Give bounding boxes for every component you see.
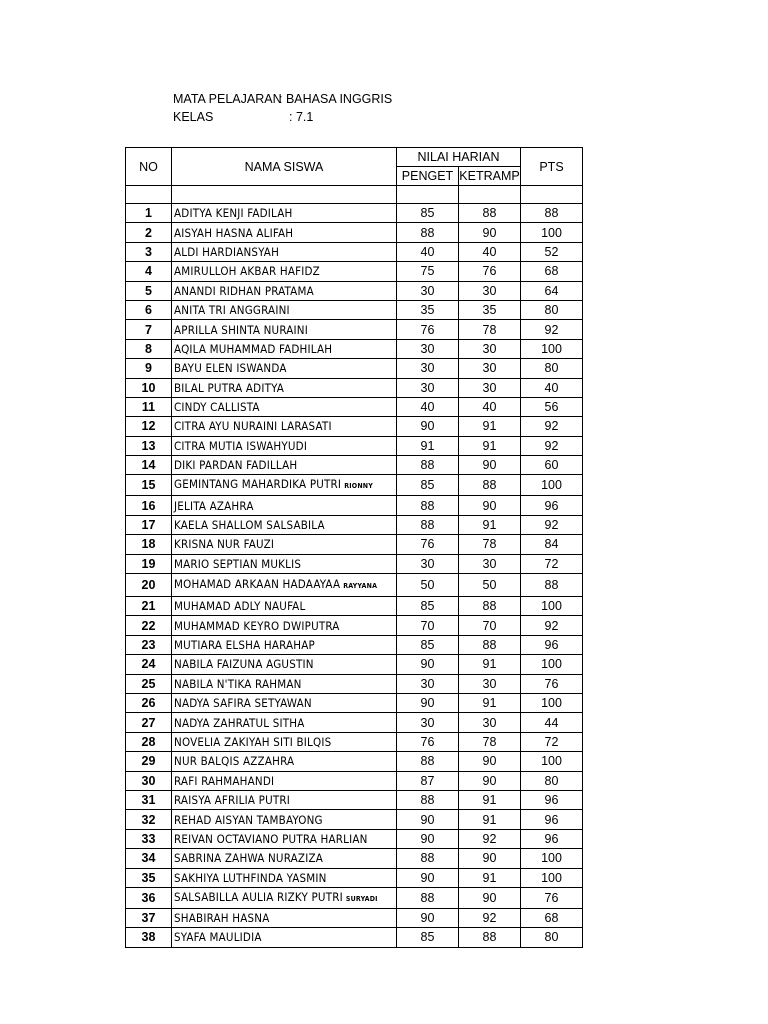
- student-name-cell: [172, 262, 397, 281]
- row-number: 34: [126, 849, 172, 868]
- penget-score: 90: [397, 868, 459, 887]
- pts-score: 100: [521, 655, 583, 674]
- penget-score: 88: [397, 515, 459, 534]
- row-number: 31: [126, 790, 172, 809]
- ketramp-score: 91: [459, 790, 521, 809]
- ketramp-score: 35: [459, 300, 521, 319]
- table-row: [126, 790, 583, 809]
- row-number: 38: [126, 928, 172, 947]
- student-name-cell: [172, 456, 397, 475]
- student-name-cell: [172, 908, 397, 927]
- penget-score: 30: [397, 674, 459, 693]
- student-name: NUR BALQIS AZZAHRA: [174, 754, 295, 769]
- penget-score: 88: [397, 223, 459, 242]
- student-name-cell: [172, 320, 397, 339]
- table-row: [126, 674, 583, 693]
- pts-score: 92: [521, 616, 583, 635]
- pts-score: 100: [521, 223, 583, 242]
- student-name: ANITA TRI ANGGRAINI: [174, 303, 290, 318]
- ketramp-score: 88: [459, 475, 521, 496]
- student-name: BILAL PUTRA ADITYA: [174, 380, 285, 395]
- table-row: [126, 535, 583, 554]
- pts-score: 68: [521, 262, 583, 281]
- table-row: [126, 655, 583, 674]
- student-name-cell: [172, 242, 397, 261]
- ketramp-score: 91: [459, 436, 521, 455]
- ketramp-score: 91: [459, 655, 521, 674]
- penget-score: 40: [397, 397, 459, 416]
- student-name-cell: [172, 359, 397, 378]
- table-row: [126, 868, 583, 887]
- student-name: NADYA ZAHRATUL SITHA: [174, 715, 305, 730]
- row-number: 3: [126, 242, 172, 261]
- student-name: KRISNA NUR FAUZI: [174, 537, 275, 552]
- row-number: 21: [126, 597, 172, 616]
- student-name: BAYU ELEN ISWANDA: [174, 361, 287, 376]
- class-value: : 7.1: [289, 110, 314, 124]
- row-number: 8: [126, 339, 172, 358]
- row-number: 35: [126, 868, 172, 887]
- penget-score: 91: [397, 436, 459, 455]
- column-header-pts: PTS: [521, 148, 583, 186]
- subject-value: : BAHASA INGGRIS: [279, 92, 393, 106]
- penget-score: 90: [397, 829, 459, 848]
- table-row: [126, 849, 583, 868]
- row-number: 14: [126, 456, 172, 475]
- penget-score: 76: [397, 535, 459, 554]
- student-name-suffix: RAYYANA: [343, 582, 378, 591]
- table-row: [126, 242, 583, 261]
- ketramp-score: 90: [459, 223, 521, 242]
- penget-score: 85: [397, 204, 459, 223]
- ketramp-score: 30: [459, 281, 521, 300]
- row-number: 30: [126, 771, 172, 790]
- penget-score: 76: [397, 320, 459, 339]
- table-row: [126, 732, 583, 751]
- row-number: 20: [126, 574, 172, 597]
- penget-score: 87: [397, 771, 459, 790]
- student-name-cell: [172, 849, 397, 868]
- student-name-suffix: RIONNY: [344, 482, 374, 491]
- class-line: [173, 110, 314, 124]
- penget-score: 90: [397, 417, 459, 436]
- student-name: CITRA MUTIA ISWAHYUDI: [174, 438, 308, 453]
- student-name: NABILA N'TIKA RAHMAN: [174, 676, 302, 691]
- pts-score: 80: [521, 771, 583, 790]
- penget-score: 30: [397, 378, 459, 397]
- row-number: 32: [126, 810, 172, 829]
- ketramp-score: 50: [459, 574, 521, 597]
- student-name-cell: [172, 417, 397, 436]
- pts-score: 100: [521, 475, 583, 496]
- pts-score: 72: [521, 554, 583, 573]
- ketramp-score: 88: [459, 635, 521, 654]
- student-name: REHAD AISYAN TAMBAYONG: [174, 812, 323, 827]
- student-name: SYAFA MAULIDIA: [174, 930, 262, 945]
- student-name: APRILLA SHINTA NURAINI: [174, 322, 308, 337]
- table-row: [126, 204, 583, 223]
- ketramp-score: 88: [459, 597, 521, 616]
- student-name: ADITYA KENJI FADILAH: [174, 206, 293, 221]
- student-name-cell: [172, 868, 397, 887]
- student-name-cell: [172, 281, 397, 300]
- column-header-ketramp: KETRAMP: [459, 167, 521, 186]
- row-number: 25: [126, 674, 172, 693]
- column-header-name: NAMA SISWA: [172, 148, 397, 186]
- row-number: 18: [126, 535, 172, 554]
- row-number: 12: [126, 417, 172, 436]
- row-number: 36: [126, 887, 172, 908]
- pts-score: 60: [521, 456, 583, 475]
- penget-score: 88: [397, 752, 459, 771]
- penget-score: 70: [397, 616, 459, 635]
- table-row: [126, 752, 583, 771]
- table-row: [126, 515, 583, 534]
- student-name-cell: [172, 655, 397, 674]
- student-name-cell: [172, 496, 397, 515]
- student-name-cell: [172, 771, 397, 790]
- student-name: SALSABILLA AULIA RIZKY PUTRI: [174, 889, 343, 904]
- table-row: [126, 397, 583, 416]
- pts-score: 76: [521, 887, 583, 908]
- student-name-suffix: SURYADI: [345, 894, 378, 903]
- ketramp-score: 90: [459, 496, 521, 515]
- pts-score: 80: [521, 928, 583, 947]
- pts-score: 100: [521, 339, 583, 358]
- student-name: MUHAMMAD KEYRO DWIPUTRA: [174, 618, 340, 633]
- pts-score: 44: [521, 713, 583, 732]
- table-row: [126, 281, 583, 300]
- student-name-cell: [172, 339, 397, 358]
- student-name-cell: [172, 674, 397, 693]
- ketramp-score: 78: [459, 320, 521, 339]
- student-name-cell: [172, 616, 397, 635]
- student-name: SHABIRAH HASNA: [174, 911, 270, 926]
- penget-score: 85: [397, 597, 459, 616]
- row-number: 17: [126, 515, 172, 534]
- ketramp-score: 90: [459, 456, 521, 475]
- penget-score: 40: [397, 242, 459, 261]
- grades-table: [125, 147, 583, 948]
- pts-score: 64: [521, 281, 583, 300]
- student-name-cell: [172, 378, 397, 397]
- table-row: [126, 597, 583, 616]
- ketramp-score: 90: [459, 849, 521, 868]
- student-name: AISYAH HASNA ALIFAH: [174, 225, 294, 240]
- table-row: [126, 496, 583, 515]
- subject-label: MATA PELAJARAN: [173, 92, 282, 106]
- row-number: 23: [126, 635, 172, 654]
- penget-score: 85: [397, 928, 459, 947]
- table-row: [126, 554, 583, 573]
- ketramp-score: 30: [459, 359, 521, 378]
- student-name: AMIRULLOH AKBAR HAFIDZ: [174, 264, 320, 279]
- penget-score: 88: [397, 790, 459, 809]
- student-name-cell: [172, 554, 397, 573]
- penget-score: 75: [397, 262, 459, 281]
- row-number: 9: [126, 359, 172, 378]
- table-row: [126, 693, 583, 712]
- table-row: [126, 223, 583, 242]
- class-label: KELAS: [173, 110, 214, 124]
- student-name-cell: [172, 693, 397, 712]
- pts-score: 96: [521, 790, 583, 809]
- pts-score: 52: [521, 242, 583, 261]
- pts-score: 68: [521, 908, 583, 927]
- pts-score: 100: [521, 849, 583, 868]
- row-number: 5: [126, 281, 172, 300]
- row-number: 29: [126, 752, 172, 771]
- ketramp-score: 78: [459, 535, 521, 554]
- row-number: 1: [126, 204, 172, 223]
- ketramp-score: 90: [459, 887, 521, 908]
- row-number: 22: [126, 616, 172, 635]
- student-name: SABRINA ZAHWA NURAZIZA: [174, 851, 324, 866]
- row-number: 7: [126, 320, 172, 339]
- ketramp-score: 30: [459, 713, 521, 732]
- row-number: 37: [126, 908, 172, 927]
- row-number: 13: [126, 436, 172, 455]
- student-name-cell: [172, 597, 397, 616]
- student-name: DIKI PARDAN FADILLAH: [174, 458, 298, 473]
- penget-score: 88: [397, 849, 459, 868]
- ketramp-score: 91: [459, 515, 521, 534]
- table-row: [126, 887, 583, 908]
- student-name: GEMINTANG MAHARDIKA PUTRI: [174, 477, 342, 492]
- ketramp-score: 70: [459, 616, 521, 635]
- penget-score: 30: [397, 339, 459, 358]
- ketramp-score: 91: [459, 868, 521, 887]
- pts-score: 88: [521, 204, 583, 223]
- student-name-cell: [172, 752, 397, 771]
- student-name-cell: [172, 790, 397, 809]
- pts-score: 80: [521, 359, 583, 378]
- penget-score: 30: [397, 281, 459, 300]
- ketramp-score: 30: [459, 554, 521, 573]
- student-name-cell: [172, 436, 397, 455]
- penget-score: 30: [397, 713, 459, 732]
- row-number: 11: [126, 397, 172, 416]
- pts-score: 40: [521, 378, 583, 397]
- table-row: [126, 810, 583, 829]
- penget-score: 88: [397, 887, 459, 908]
- table-row: [126, 378, 583, 397]
- row-number: 16: [126, 496, 172, 515]
- student-name-cell: [172, 887, 397, 908]
- student-name: MUTIARA ELSHA HARAHAP: [174, 638, 315, 652]
- ketramp-score: 90: [459, 771, 521, 790]
- ketramp-score: 90: [459, 752, 521, 771]
- table-row: [126, 359, 583, 378]
- pts-score: 56: [521, 397, 583, 416]
- table-row: [126, 635, 583, 654]
- penget-score: 90: [397, 693, 459, 712]
- column-header-penget: PENGET: [397, 167, 459, 186]
- ketramp-score: 88: [459, 928, 521, 947]
- student-name-cell: [172, 300, 397, 319]
- table-row: [126, 928, 583, 947]
- penget-score: 88: [397, 456, 459, 475]
- student-name: MUHAMAD ADLY NAUFAL: [174, 599, 306, 614]
- student-name-cell: [172, 397, 397, 416]
- row-number: 28: [126, 732, 172, 751]
- ketramp-score: 30: [459, 674, 521, 693]
- student-name: REIVAN OCTAVIANO PUTRA HARLIAN: [174, 831, 368, 846]
- blank-row: [126, 186, 583, 204]
- ketramp-score: 30: [459, 378, 521, 397]
- student-name: RAFI RAHMAHANDI: [174, 773, 275, 788]
- pts-score: 100: [521, 752, 583, 771]
- pts-score: 92: [521, 417, 583, 436]
- pts-score: 100: [521, 868, 583, 887]
- ketramp-score: 76: [459, 262, 521, 281]
- student-name: NABILA FAIZUNA AGUSTIN: [174, 657, 314, 672]
- row-number: 26: [126, 693, 172, 712]
- pts-score: 84: [521, 535, 583, 554]
- student-name-cell: [172, 535, 397, 554]
- table-row: [126, 829, 583, 848]
- row-number: 15: [126, 475, 172, 496]
- pts-score: 96: [521, 496, 583, 515]
- student-name-cell: [172, 732, 397, 751]
- student-name: MOHAMAD ARKAAN HADAAYAA: [174, 577, 341, 592]
- student-name-cell: [172, 204, 397, 223]
- ketramp-score: 30: [459, 339, 521, 358]
- table-row: [126, 436, 583, 455]
- pts-score: 92: [521, 515, 583, 534]
- pts-score: 96: [521, 829, 583, 848]
- ketramp-score: 91: [459, 417, 521, 436]
- student-name: AQILA MUHAMMAD FADHILAH: [174, 341, 333, 356]
- pts-score: 100: [521, 693, 583, 712]
- penget-score: 90: [397, 810, 459, 829]
- row-number: 19: [126, 554, 172, 573]
- penget-score: 85: [397, 635, 459, 654]
- penget-score: 90: [397, 908, 459, 927]
- student-name: MARIO SEPTIAN MUKLIS: [174, 556, 302, 571]
- row-number: 2: [126, 223, 172, 242]
- penget-score: 88: [397, 496, 459, 515]
- student-name: JELITA AZAHRA: [174, 498, 254, 513]
- student-name: SAKHIYA LUTHFINDA YASMIN: [174, 870, 327, 885]
- ketramp-score: 40: [459, 242, 521, 261]
- table-row: [126, 339, 583, 358]
- pts-score: 72: [521, 732, 583, 751]
- table-row: [126, 320, 583, 339]
- ketramp-score: 78: [459, 732, 521, 751]
- table-row: [126, 771, 583, 790]
- table-row: [126, 300, 583, 319]
- ketramp-score: 92: [459, 908, 521, 927]
- table-row: [126, 262, 583, 281]
- pts-score: 96: [521, 635, 583, 654]
- ketramp-score: 92: [459, 829, 521, 848]
- pts-score: 76: [521, 674, 583, 693]
- row-number: 6: [126, 300, 172, 319]
- student-name: NADYA SAFIRA SETYAWAN: [174, 696, 312, 711]
- pts-score: 96: [521, 810, 583, 829]
- column-header-daily-grades: NILAI HARIAN: [397, 148, 521, 167]
- table-row: [126, 456, 583, 475]
- row-number: 27: [126, 713, 172, 732]
- table-row: [126, 616, 583, 635]
- table-row: [126, 908, 583, 927]
- pts-score: 100: [521, 597, 583, 616]
- student-name-cell: [172, 713, 397, 732]
- student-name: ALDI HARDIANSYAH: [174, 244, 280, 259]
- student-name-cell: [172, 574, 397, 597]
- penget-score: 90: [397, 655, 459, 674]
- row-number: 4: [126, 262, 172, 281]
- student-name: CITRA AYU NURAINI LARASATI: [174, 419, 332, 434]
- student-name: CINDY CALLISTA: [174, 400, 260, 415]
- ketramp-score: 88: [459, 204, 521, 223]
- ketramp-score: 91: [459, 810, 521, 829]
- student-name-cell: [172, 635, 397, 654]
- table-row: [126, 475, 583, 496]
- pts-score: 92: [521, 320, 583, 339]
- student-name: KAELA SHALLOM SALSABILA: [174, 518, 325, 533]
- student-name-cell: [172, 223, 397, 242]
- student-name-cell: [172, 810, 397, 829]
- row-number: 33: [126, 829, 172, 848]
- row-number: 24: [126, 655, 172, 674]
- table-row: [126, 713, 583, 732]
- table-row: [126, 417, 583, 436]
- row-number: 10: [126, 378, 172, 397]
- student-name: RAISYA AFRILIA PUTRI: [174, 793, 291, 808]
- subject-line: [173, 92, 393, 106]
- student-name: ANANDI RIDHAN PRATAMA: [174, 283, 314, 298]
- penget-score: 85: [397, 475, 459, 496]
- student-name: NOVELIA ZAKIYAH SITI BILQIS: [174, 734, 332, 749]
- student-name-cell: [172, 829, 397, 848]
- ketramp-score: 91: [459, 693, 521, 712]
- penget-score: 76: [397, 732, 459, 751]
- student-name-cell: [172, 475, 397, 496]
- penget-score: 30: [397, 359, 459, 378]
- penget-score: 30: [397, 554, 459, 573]
- table-row: [126, 574, 583, 597]
- pts-score: 80: [521, 300, 583, 319]
- pts-score: 92: [521, 436, 583, 455]
- student-name-cell: [172, 928, 397, 947]
- column-header-no: NO: [126, 148, 172, 186]
- student-name-cell: [172, 515, 397, 534]
- ketramp-score: 40: [459, 397, 521, 416]
- penget-score: 35: [397, 300, 459, 319]
- penget-score: 50: [397, 574, 459, 597]
- pts-score: 88: [521, 574, 583, 597]
